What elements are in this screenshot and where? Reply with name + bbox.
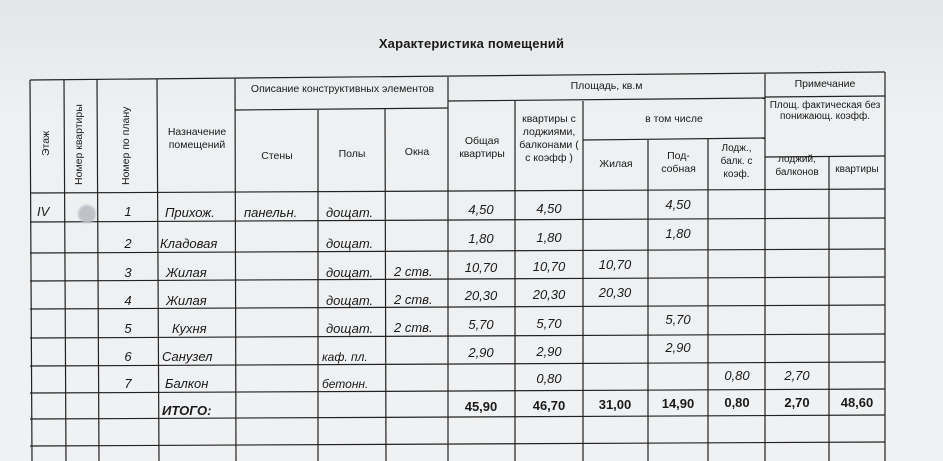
header-living: Жилая <box>599 158 633 170</box>
header-logg-balc: лоджий, балконов <box>775 154 819 178</box>
row5-with-balc: 5,70 <box>536 316 562 331</box>
row5-name: Кухня <box>172 321 207 336</box>
header-windows: Окна <box>404 146 430 158</box>
row3-living: 10,70 <box>598 257 632 272</box>
header-apt-no: Номер квартиры <box>73 104 85 185</box>
row3-windows: 2 ств. <box>394 264 433 279</box>
totals-logg: 0,80 <box>724 395 750 410</box>
header-incl: в том числе <box>645 113 703 125</box>
row7-logg: 0,80 <box>724 368 750 383</box>
row6-with-balc: 2,90 <box>536 344 562 359</box>
row5-no: 5 <box>124 321 132 336</box>
totals-aux: 14,90 <box>661 396 695 411</box>
row2-no: 2 <box>124 236 132 251</box>
row4-name: Жилая <box>166 293 207 308</box>
row1-name: Прихож. <box>165 205 215 220</box>
row4-total: 20,30 <box>464 288 498 303</box>
header-floors: Полы <box>338 148 366 160</box>
header-total-apt: Общая квартиры <box>459 135 505 160</box>
row6-floor-type: каф. пл. <box>322 350 368 364</box>
row4-living: 20,30 <box>598 285 632 300</box>
row2-floor-type: дощат. <box>326 236 374 251</box>
row1-aux: 4,50 <box>665 197 691 212</box>
row1-floor: IV <box>37 204 50 219</box>
row3-no: 3 <box>124 265 132 280</box>
totals-fact-balc: 2,70 <box>784 395 810 410</box>
totals-label: ИТОГО: <box>162 403 212 418</box>
totals-total: 45,90 <box>464 399 498 414</box>
row7-name: Балкон <box>165 376 209 391</box>
row3-with-balc: 10,70 <box>532 259 566 274</box>
row4-floor-type: дощат. <box>326 293 374 308</box>
row6-aux: 2,90 <box>665 340 691 355</box>
row3-total: 10,70 <box>464 260 498 275</box>
row6-total: 2,90 <box>468 345 494 360</box>
row2-aux: 1,80 <box>665 226 691 241</box>
totals-living: 31,00 <box>598 397 632 412</box>
row7-with-balc: 0,80 <box>536 371 562 386</box>
row1-total: 4,50 <box>468 202 494 217</box>
row4-windows: 2 ств. <box>394 292 433 307</box>
row2-name: Кладовая <box>160 236 218 251</box>
row1-walls: панельн. <box>244 205 298 220</box>
ink-stamp-mark <box>78 205 96 223</box>
row3-name: Жилая <box>166 265 207 280</box>
row7-floor-type: бетонн. <box>322 377 369 391</box>
header-plan-no: Номер по плану <box>120 106 132 185</box>
document-title: Характеристика помещений <box>378 36 565 51</box>
header-floor: Этаж <box>40 130 52 156</box>
header-purpose: Назначение помещений <box>167 126 227 151</box>
header-with-loggias: квартиры с лоджиями, балконами ( с коэфф ) <box>519 113 579 164</box>
totals-with-balc: 46,70 <box>532 398 566 413</box>
row4-no: 4 <box>124 293 132 308</box>
row3-floor-type: дощат. <box>326 265 374 280</box>
row1-with-balc: 4,50 <box>536 201 562 216</box>
header-area: Площадь, кв.м <box>570 80 643 92</box>
header-walls: Стены <box>261 150 293 162</box>
row5-total: 5,70 <box>468 317 494 332</box>
header-actual-area: Площ. фактическая без понижающ. коэфф. <box>769 100 881 122</box>
row7-no: 7 <box>124 376 132 391</box>
row5-floor-type: дощат. <box>326 321 374 336</box>
totals-fact-apt: 48,60 <box>840 395 874 410</box>
header-apartments: квартиры <box>835 164 879 175</box>
header-construct: Описание конструктивных элементов <box>250 83 435 95</box>
row5-windows: 2 ств. <box>394 320 433 335</box>
row6-no: 6 <box>124 349 132 364</box>
row7-fact-balc: 2,70 <box>784 368 810 383</box>
row2-with-balc: 1,80 <box>536 230 562 245</box>
header-note: Примечание <box>794 78 856 90</box>
row5-aux: 5,70 <box>665 312 691 327</box>
row2-total: 1,80 <box>468 231 494 246</box>
header-logg-coef: Лодж., балк. с коэф. <box>720 143 753 180</box>
row4-with-balc: 20,30 <box>532 287 566 302</box>
row6-name: Санузел <box>162 349 213 364</box>
header-aux: Под-собная <box>661 150 696 175</box>
row1-floor-type: дощат. <box>326 205 374 220</box>
row1-no: 1 <box>124 204 132 219</box>
